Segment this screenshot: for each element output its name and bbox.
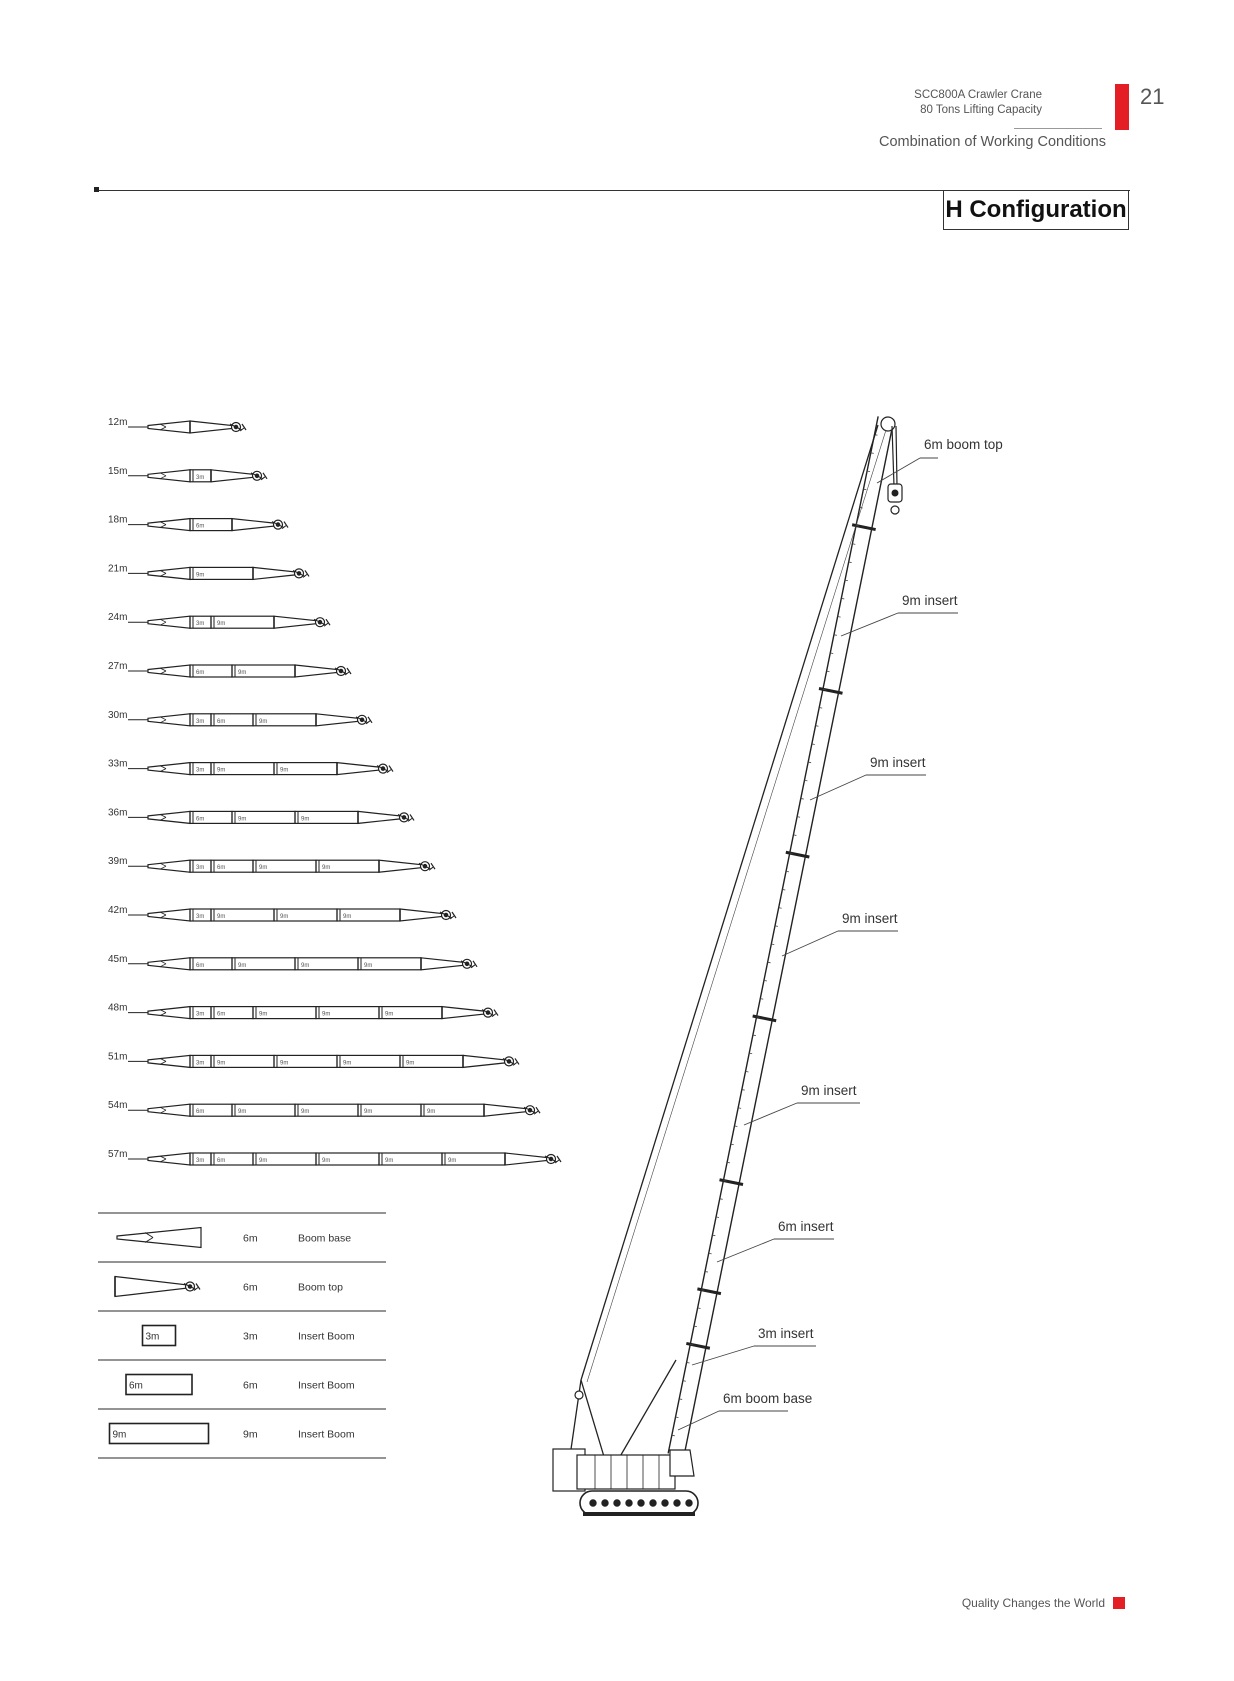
boom-top-section bbox=[484, 1104, 526, 1116]
boom-top-section bbox=[358, 811, 400, 823]
footer-slogan: Quality Changes the World bbox=[961, 1596, 1105, 1610]
insert-size-label: 9m bbox=[427, 1109, 436, 1116]
boom-row bbox=[108, 856, 435, 872]
track-roller bbox=[686, 1500, 692, 1506]
insert-size-label: 9m bbox=[301, 1109, 310, 1116]
insert-size-label: 9m bbox=[301, 962, 310, 969]
boom-length-label: 18m bbox=[108, 514, 128, 526]
legend-length: 3m bbox=[243, 1330, 258, 1343]
boom-chord bbox=[668, 416, 878, 1453]
boom-length-label: 45m bbox=[108, 953, 128, 965]
legend-name: Insert Boom bbox=[298, 1330, 355, 1343]
product-model: SCC800A Crawler Crane bbox=[914, 89, 1042, 101]
upper-house bbox=[577, 1455, 675, 1489]
track-roller bbox=[590, 1500, 596, 1506]
crane-callout-label: 6m boom base bbox=[723, 1391, 813, 1406]
insert-size-label: 3m bbox=[196, 621, 205, 628]
crane-callout bbox=[744, 1083, 860, 1125]
boom-row bbox=[108, 417, 246, 433]
boom-row bbox=[108, 905, 456, 921]
insert-size-label: 6m bbox=[217, 718, 226, 725]
insert-size-label: 6m bbox=[196, 523, 205, 530]
boom-base-section bbox=[148, 616, 190, 628]
callout-leader bbox=[810, 775, 866, 800]
boom-base-icon bbox=[117, 1228, 201, 1248]
track-roller bbox=[638, 1500, 644, 1506]
boom-top-section bbox=[253, 567, 295, 579]
boom-top-section bbox=[316, 714, 358, 726]
boom-length-label: 57m bbox=[108, 1149, 128, 1160]
page-title: H Configuration bbox=[943, 190, 1129, 230]
boom-length-label: 48m bbox=[108, 1002, 128, 1014]
insert-size-label: 9m bbox=[259, 718, 268, 725]
track-roller bbox=[674, 1500, 680, 1506]
insert-size-label: 3m bbox=[196, 1060, 205, 1067]
boom-base-section bbox=[148, 1007, 190, 1019]
boom-length-label: 36m bbox=[108, 807, 128, 819]
legend-length: 6m bbox=[243, 1281, 258, 1294]
boom-top-section bbox=[295, 665, 337, 677]
section-title: Combination of Working Conditions bbox=[878, 134, 1106, 150]
insert-size-label: 6m bbox=[217, 1011, 226, 1018]
insert-size-label: 9m bbox=[217, 621, 226, 628]
boom-length-label: 42m bbox=[108, 905, 128, 916]
boom-top-section bbox=[442, 1007, 484, 1019]
insert-size-label: 9m bbox=[196, 572, 205, 579]
boom-row bbox=[108, 515, 288, 531]
boom-base-section bbox=[148, 665, 190, 677]
insert-icon-label: 9m bbox=[112, 1429, 127, 1441]
legend-row bbox=[117, 1228, 351, 1248]
insert-size-label: 9m bbox=[364, 962, 373, 969]
insert-size-label: 9m bbox=[280, 1060, 289, 1067]
boom-top-section bbox=[190, 421, 232, 433]
legend-row bbox=[115, 1277, 343, 1297]
boom-base-section bbox=[148, 763, 190, 775]
boom-base-section bbox=[148, 470, 190, 482]
insert-icon-label: 3m bbox=[145, 1331, 160, 1343]
insert-size-label: 6m bbox=[196, 962, 205, 969]
hook-icon bbox=[891, 506, 899, 514]
legend-name: Insert Boom bbox=[298, 1379, 355, 1392]
insert-size-label: 9m bbox=[322, 1011, 331, 1018]
product-capacity: 80 Tons Lifting Capacity bbox=[920, 104, 1042, 116]
insert-size-label: 6m bbox=[196, 816, 205, 823]
crane-callout-label: 6m insert bbox=[778, 1219, 834, 1234]
boom-top-section bbox=[400, 909, 442, 921]
insert-size-label: 6m bbox=[217, 1158, 226, 1164]
boom-base-section bbox=[148, 811, 190, 823]
insert-size-label: 3m bbox=[196, 865, 205, 872]
boom-base-section bbox=[148, 1153, 190, 1165]
boom-base-section bbox=[148, 519, 190, 531]
insert-size-label: 3m bbox=[196, 914, 205, 920]
hoist-rope bbox=[896, 426, 897, 486]
insert-size-label: 9m bbox=[322, 1158, 331, 1164]
insert-size-label: 3m bbox=[196, 767, 205, 774]
boom-top-section bbox=[379, 860, 421, 872]
boom-top-section bbox=[211, 470, 253, 482]
insert-size-label: 9m bbox=[238, 962, 247, 969]
boom-top-section bbox=[421, 958, 463, 970]
boom-length-label: 33m bbox=[108, 758, 128, 770]
legend-length: 6m bbox=[243, 1232, 258, 1245]
boom-length-label: 15m bbox=[108, 465, 128, 477]
insert-size-label: 9m bbox=[301, 816, 310, 823]
boom-top-section bbox=[337, 763, 379, 775]
legend-length: 6m bbox=[243, 1379, 258, 1392]
boom-length-label: 27m bbox=[108, 661, 128, 672]
crane-callout-label: 9m insert bbox=[801, 1083, 857, 1098]
insert-size-label: 9m bbox=[259, 1011, 268, 1018]
boom-base-section bbox=[148, 714, 190, 726]
insert-size-label: 9m bbox=[259, 865, 268, 872]
callout-leader bbox=[782, 931, 838, 956]
legend-length: 9m bbox=[243, 1428, 258, 1441]
boom-row bbox=[108, 1149, 561, 1165]
boom-top-section bbox=[505, 1153, 547, 1165]
boom-length-label: 30m bbox=[108, 709, 128, 721]
insert-size-label: 9m bbox=[343, 914, 352, 920]
boom-top-section bbox=[274, 616, 316, 628]
crane-callout bbox=[841, 593, 958, 636]
crane-callout bbox=[678, 1391, 812, 1430]
boom-row bbox=[108, 1100, 540, 1116]
crane-callout-label: 9m insert bbox=[842, 911, 898, 926]
insert-size-label: 3m bbox=[196, 474, 205, 481]
crane-callout-label: 3m insert bbox=[758, 1326, 814, 1341]
insert-size-label: 9m bbox=[343, 1060, 352, 1067]
insert-size-label: 9m bbox=[259, 1158, 268, 1164]
legend-name: Insert Boom bbox=[298, 1428, 355, 1441]
boom-length-label: 39m bbox=[108, 856, 128, 868]
insert-size-label: 9m bbox=[385, 1011, 394, 1018]
boom-length-label: 12m bbox=[108, 417, 128, 428]
crane-callout-label: 6m boom top bbox=[924, 437, 1003, 452]
insert-size-label: 9m bbox=[280, 914, 289, 920]
callout-leader bbox=[678, 1411, 719, 1430]
crane-drawing bbox=[553, 416, 1003, 1516]
boom-top-icon bbox=[115, 1277, 188, 1297]
boom-top-section bbox=[463, 1055, 505, 1067]
insert-icon-label: 6m bbox=[129, 1380, 143, 1392]
pendant-line bbox=[581, 425, 878, 1380]
insert-size-label: 9m bbox=[217, 1060, 226, 1067]
boom-length-label: 21m bbox=[108, 563, 128, 575]
crane-callout-label: 9m insert bbox=[902, 593, 958, 608]
insert-size-label: 6m bbox=[196, 670, 205, 676]
legend-row bbox=[110, 1424, 355, 1444]
hoist-rope bbox=[892, 426, 894, 486]
legend-table bbox=[98, 1213, 386, 1458]
boom-length-label: 54m bbox=[108, 1100, 128, 1112]
boom-row bbox=[108, 1003, 498, 1019]
page-number: 21 bbox=[1140, 84, 1165, 109]
legend-name: Boom top bbox=[298, 1281, 343, 1294]
boom-row bbox=[108, 1051, 519, 1067]
crane-callout bbox=[717, 1219, 834, 1262]
insert-size-label: 9m bbox=[385, 1158, 394, 1164]
boom-base-section bbox=[148, 909, 190, 921]
insert-size-label: 9m bbox=[238, 670, 247, 676]
legend-row bbox=[143, 1326, 355, 1346]
callout-leader bbox=[744, 1103, 797, 1125]
boom-row bbox=[108, 563, 309, 579]
boom-base-section bbox=[148, 1104, 190, 1116]
boom-row bbox=[108, 710, 372, 726]
legend-name: Boom base bbox=[298, 1232, 352, 1245]
tip-sheave bbox=[881, 417, 895, 431]
track-roller bbox=[650, 1500, 656, 1506]
boom-row bbox=[108, 466, 267, 482]
insert-size-label: 6m bbox=[217, 865, 226, 872]
callout-leader bbox=[692, 1346, 754, 1365]
insert-size-label: 9m bbox=[406, 1060, 415, 1067]
insert-size-label: 6m bbox=[196, 1109, 205, 1116]
insert-size-label: 9m bbox=[448, 1158, 457, 1164]
boom-base-section bbox=[148, 421, 190, 433]
track-roller bbox=[626, 1500, 632, 1506]
insert-size-label: 9m bbox=[322, 865, 331, 872]
crane-callout bbox=[810, 755, 926, 800]
footer-accent-square bbox=[1113, 1597, 1125, 1609]
insert-size-label: 9m bbox=[364, 1109, 373, 1116]
track-roller bbox=[614, 1500, 620, 1506]
boom-row bbox=[108, 612, 330, 628]
legend-row bbox=[126, 1375, 355, 1395]
insert-size-label: 3m bbox=[196, 1011, 205, 1018]
crane-callout bbox=[782, 911, 898, 956]
insert-size-label: 9m bbox=[238, 1109, 247, 1116]
boom-base-section bbox=[148, 567, 190, 579]
insert-size-label: 3m bbox=[196, 1158, 205, 1164]
insert-size-label: 9m bbox=[217, 767, 226, 774]
crane-callout-label: 9m insert bbox=[870, 755, 926, 770]
boom-base-section bbox=[148, 860, 190, 872]
boom-length-label: 51m bbox=[108, 1051, 128, 1063]
boom-chord bbox=[684, 420, 894, 1457]
callout-leader bbox=[841, 613, 898, 636]
boom-row bbox=[108, 661, 351, 677]
insert-size-label: 9m bbox=[280, 767, 289, 774]
track-roller bbox=[602, 1500, 608, 1506]
boom-base-section bbox=[148, 1055, 190, 1067]
insert-size-label: 9m bbox=[238, 816, 247, 823]
boom-row bbox=[108, 759, 393, 775]
insert-size-label: 3m bbox=[196, 718, 205, 725]
boom-row bbox=[108, 954, 477, 970]
operator-cab bbox=[670, 1450, 694, 1476]
boom-base-section bbox=[148, 958, 190, 970]
track-roller bbox=[662, 1500, 668, 1506]
boom-row bbox=[108, 807, 414, 823]
boom-top-section bbox=[232, 519, 274, 531]
crane-callout bbox=[692, 1326, 816, 1365]
insert-size-label: 9m bbox=[217, 914, 226, 920]
boom-length-label: 24m bbox=[108, 612, 128, 624]
